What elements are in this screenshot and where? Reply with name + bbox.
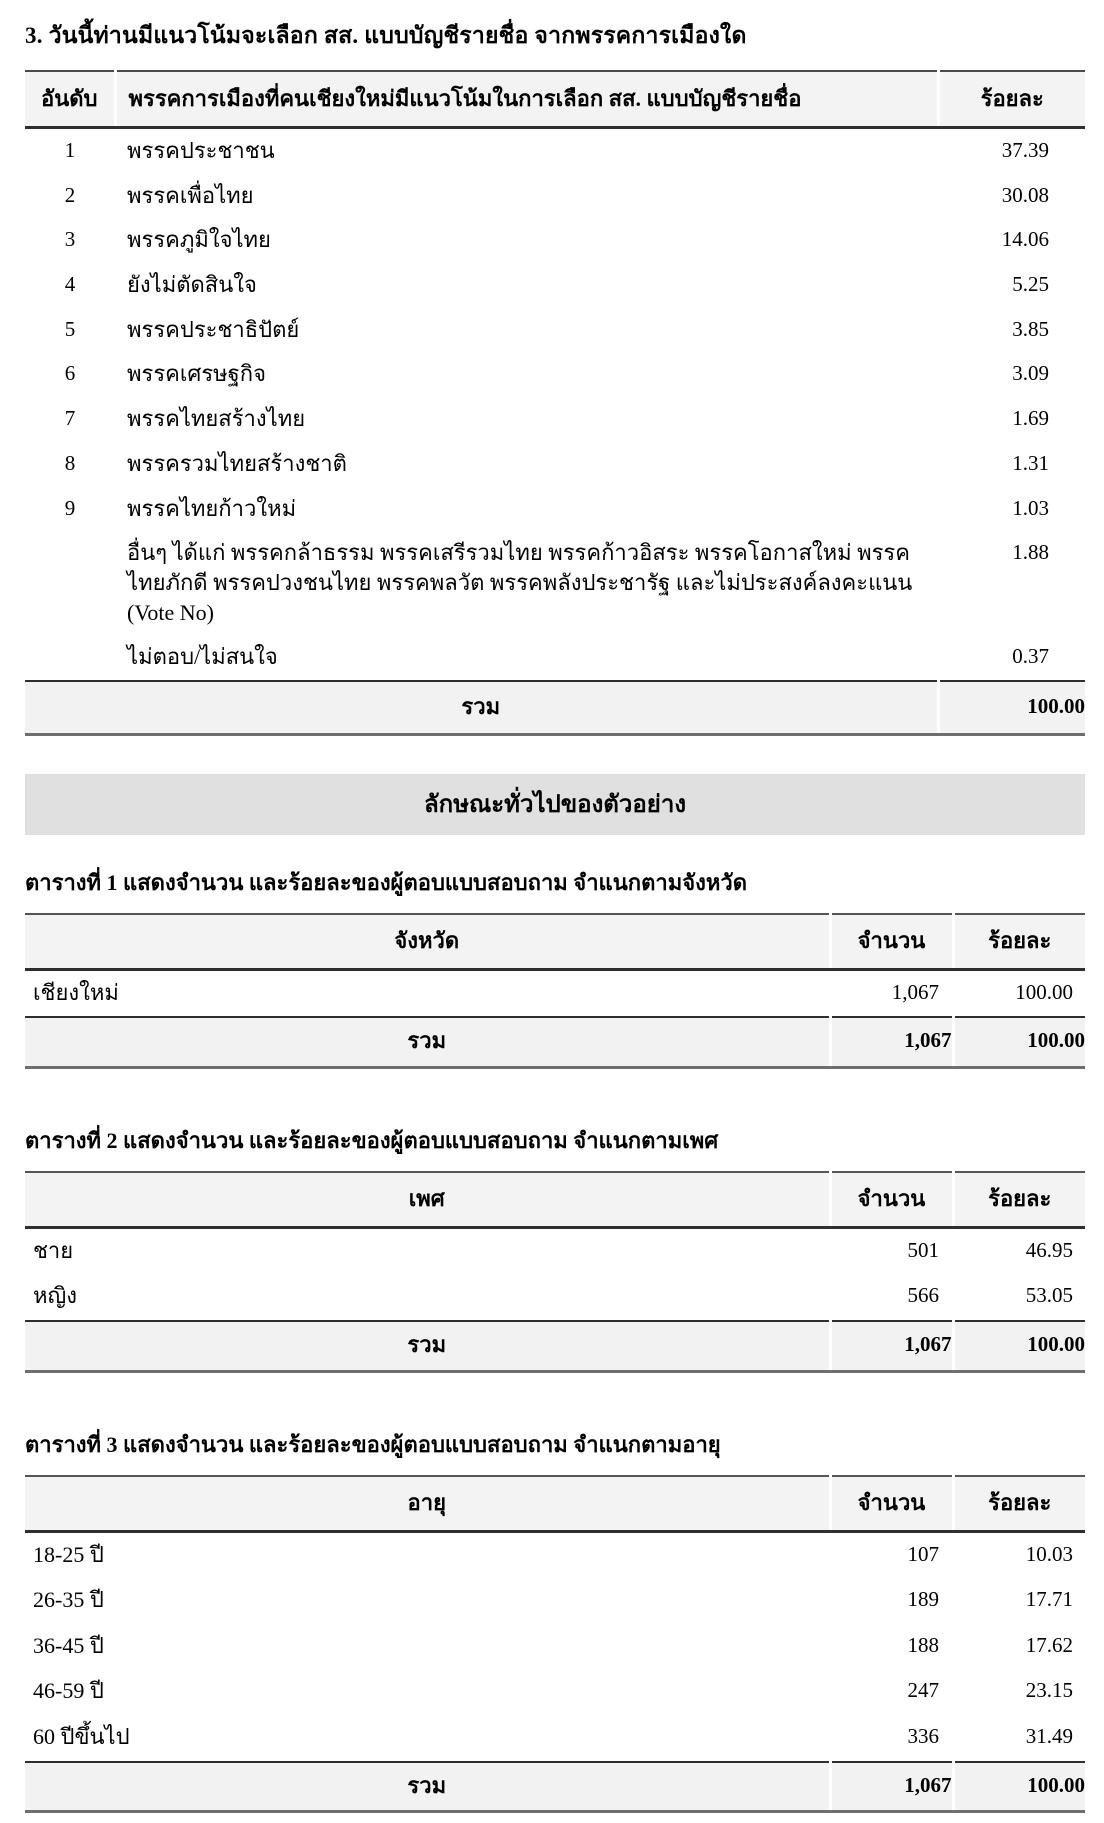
party-cell: ยังไม่ตัดสินใจ — [127, 272, 257, 298]
rank-cell — [25, 635, 115, 681]
party-cell: อื่นๆ ได้แก่ พรรคกล้าธรรม พรรคเสรีรวมไทย พรรคก้าวอิสระ พรรคโอกาสใหม่ พรรคไทยภักดี พรรคปวงชนไทย พรรคพลวัต พรรคพลังประชารัฐ และไม่ประสงค์ลงคะแนน (Vote No) — [127, 540, 913, 625]
percent-cell: 14.06 — [1001, 227, 1049, 252]
label-cell: 26-35 ปี — [33, 1587, 104, 1613]
table3-title: ตารางที่ 3 แสดงจำนวน และร้อยละของผู้ตอบแบบสอบถาม จำแนกตามอายุ — [25, 1431, 721, 1457]
party-cell: พรรคภูมิใจไทย — [127, 227, 271, 253]
table-row — [25, 1274, 1085, 1321]
total-percent: 100.00 — [953, 1762, 1085, 1812]
percent-cell: 23.15 — [1025, 1678, 1073, 1703]
party-cell: พรรคไทยสร้างไทย — [127, 406, 306, 432]
party-cell: พรรครวมไทยสร้างชาติ — [127, 450, 347, 476]
total-percent: 100.00 — [938, 681, 1085, 734]
rank-cell: 9 — [64, 495, 76, 520]
total-row — [25, 1017, 1085, 1067]
total-label: รวม — [25, 1321, 830, 1371]
rank-cell: 3 — [64, 227, 76, 252]
label-cell: หญิง — [33, 1283, 77, 1309]
total-percent: 100.00 — [953, 1017, 1085, 1067]
party-cell: พรรคไทยก้าวใหม่ — [127, 495, 297, 521]
total-row — [25, 681, 1085, 734]
party-results-table — [25, 70, 1085, 736]
age-table — [25, 1475, 1085, 1814]
label-cell: ชาย — [33, 1237, 74, 1263]
percent-cell: 10.03 — [1025, 1541, 1073, 1566]
count-cell: 188 — [907, 1632, 939, 1657]
label-cell: 46-59 ปี — [33, 1678, 104, 1704]
column-header-percent: ร้อยละ — [938, 71, 1085, 128]
total-count: 1,067 — [830, 1321, 953, 1371]
rank-cell — [25, 531, 115, 635]
total-label: รวม — [25, 1017, 830, 1067]
party-cell: พรรคเพื่อไทย — [127, 182, 254, 208]
column-header-gender: เพศ — [25, 1172, 830, 1228]
table-header-row — [25, 1172, 1085, 1228]
count-cell: 501 — [907, 1237, 939, 1262]
rank-cell: 8 — [64, 450, 76, 475]
total-label: รวม — [25, 1762, 830, 1812]
percent-cell: 3.09 — [1012, 361, 1049, 386]
table-row — [25, 1531, 1085, 1578]
table-row — [25, 128, 1085, 174]
column-header-age: อายุ — [25, 1476, 830, 1532]
column-header-count: จำนวน — [830, 1476, 953, 1532]
question-title: 3. วันนี้ท่านมีแนวโน้มจะเลือก สส. แบบบัญชีรายชื่อ จากพรรคการเมืองใด — [25, 23, 747, 48]
table-row — [25, 487, 1085, 532]
percent-cell: 30.08 — [1001, 182, 1049, 207]
count-cell: 189 — [907, 1587, 939, 1612]
table1-title: ตารางที่ 1 แสดงจำนวน และร้อยละของผู้ตอบแบบสอบถาม จำแนกตามจังหวัด — [25, 869, 748, 895]
party-cell: ไม่ตอบ/ไม่สนใจ — [127, 644, 278, 670]
label-cell: 18-25 ปี — [33, 1541, 104, 1567]
table-row — [25, 1669, 1085, 1715]
table2-title: ตารางที่ 2 แสดงจำนวน และร้อยละของผู้ตอบแบบสอบถาม จำแนกตามเพศ — [25, 1127, 719, 1153]
column-header-province: จังหวัด — [25, 914, 830, 970]
percent-cell: 37.39 — [1001, 138, 1049, 162]
table-row — [25, 1624, 1085, 1670]
table-row — [25, 1578, 1085, 1624]
percent-cell: 100.00 — [1015, 979, 1073, 1004]
count-cell: 566 — [907, 1283, 939, 1308]
percent-cell: 46.95 — [1025, 1237, 1073, 1262]
rank-cell: 4 — [64, 272, 76, 297]
province-table — [25, 913, 1085, 1069]
percent-cell: 31.49 — [1025, 1723, 1073, 1748]
column-header-percent: ร้อยละ — [953, 914, 1085, 970]
percent-cell: 1.88 — [1012, 540, 1049, 565]
party-cell: พรรคประชาชน — [127, 138, 275, 163]
table-header-row — [25, 914, 1085, 970]
table-row — [25, 442, 1085, 487]
percent-cell: 1.31 — [1012, 450, 1049, 475]
party-table-header-row — [25, 71, 1085, 128]
rank-cell: 2 — [64, 182, 76, 207]
total-label: รวม — [25, 681, 938, 734]
percent-cell: 17.62 — [1025, 1632, 1073, 1657]
percent-cell: 5.25 — [1012, 272, 1049, 297]
column-header-percent: ร้อยละ — [953, 1476, 1085, 1532]
rank-cell: 7 — [64, 406, 76, 431]
table-row — [25, 308, 1085, 353]
count-cell: 1,067 — [891, 979, 939, 1004]
percent-cell: 17.71 — [1025, 1587, 1073, 1612]
table-row — [25, 263, 1085, 308]
count-cell: 107 — [907, 1541, 939, 1566]
gender-table — [25, 1171, 1085, 1373]
total-count: 1,067 — [830, 1762, 953, 1812]
section-header-band: ลักษณะทั่วไปของตัวอย่าง — [25, 774, 1085, 835]
table-row — [25, 969, 1085, 1017]
percent-cell: 0.37 — [1012, 644, 1049, 669]
column-header-count: จำนวน — [830, 914, 953, 970]
percent-cell: 1.03 — [1012, 495, 1049, 520]
column-header-rank: อันดับ — [25, 71, 115, 128]
percent-cell: 1.69 — [1012, 406, 1049, 431]
label-cell: 60 ปีขึ้นไป — [33, 1723, 130, 1749]
rank-cell: 5 — [64, 316, 76, 341]
table-row — [25, 352, 1085, 397]
label-cell: 36-45 ปี — [33, 1632, 104, 1658]
total-percent: 100.00 — [953, 1321, 1085, 1371]
table-row — [25, 218, 1085, 263]
column-header-count: จำนวน — [830, 1172, 953, 1228]
table-row — [25, 397, 1085, 442]
table-header-row — [25, 1476, 1085, 1532]
table-row — [25, 1227, 1085, 1274]
count-cell: 247 — [907, 1678, 939, 1703]
rank-cell: 6 — [64, 361, 76, 386]
table-row — [25, 1715, 1085, 1762]
party-cell: พรรคเศรษฐกิจ — [127, 361, 267, 387]
count-cell: 336 — [907, 1723, 939, 1748]
rank-cell: 1 — [64, 138, 76, 162]
label-cell: เชียงใหม่ — [33, 979, 119, 1005]
party-cell: พรรคประชาธิปัตย์ — [127, 316, 300, 342]
total-count: 1,067 — [830, 1017, 953, 1067]
table-row — [25, 174, 1085, 219]
total-row — [25, 1321, 1085, 1371]
column-header-percent: ร้อยละ — [953, 1172, 1085, 1228]
table-row-no-answer — [25, 635, 1085, 681]
percent-cell: 3.85 — [1012, 316, 1049, 341]
total-row — [25, 1762, 1085, 1812]
table-row-others — [25, 531, 1085, 635]
percent-cell: 53.05 — [1025, 1283, 1073, 1308]
column-header-party: พรรคการเมืองที่คนเชียงใหม่มีแนวโน้มในการเลือก สส. แบบบัญชีรายชื่อ — [115, 71, 938, 128]
